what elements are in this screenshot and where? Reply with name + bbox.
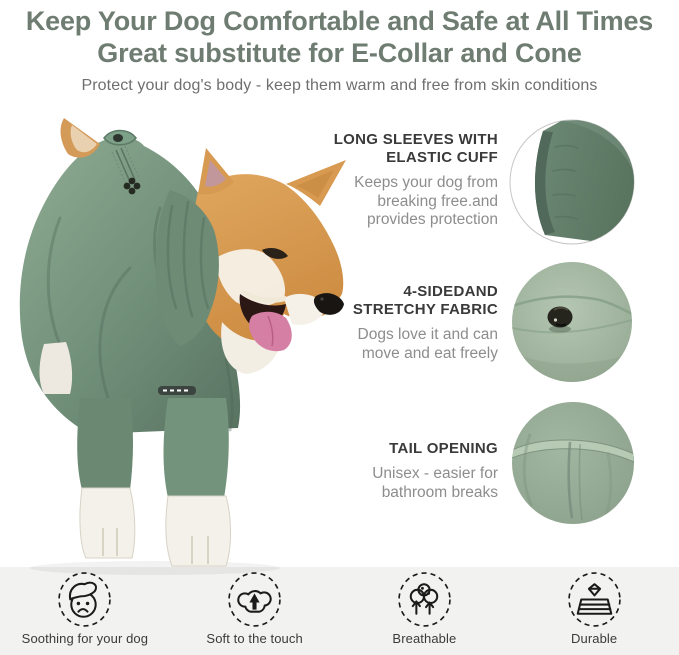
cuff-closeup-image [509, 119, 635, 245]
feature-durable [509, 567, 679, 655]
callout-body: Dogs love it and can move and eat freely [357, 326, 498, 362]
callout-body: Unisex - easier for bathroom breaks [372, 465, 498, 501]
features-panel [0, 567, 679, 655]
fabric-toggle-closeup-image [512, 262, 632, 382]
feature-breathable [340, 567, 510, 655]
callout-stretchy-fabric [340, 283, 498, 363]
callout-title: 4-SIDEDAND STRETCHY FABRIC [352, 283, 498, 318]
breathable-icon [396, 572, 453, 631]
callout-title: TAIL OPENING [389, 440, 498, 457]
durable-icon [566, 572, 623, 631]
headline-line2: Great substitute for E-Collar and Cone [97, 38, 582, 69]
subtitle: Protect your dog's body - keep them warm and free from skin conditions [81, 76, 598, 94]
feature-soothing [0, 567, 170, 655]
cotton-icon [226, 572, 283, 631]
callout-title: LONG SLEEVES WITH ELASTIC CUFF [333, 131, 498, 166]
headline-line1: Keep Your Dog Comfortable and Safe at All Times [25, 6, 654, 36]
dog-face-icon [56, 572, 113, 631]
feature-label: Durable [571, 631, 618, 646]
feature-label: Breathable [392, 631, 457, 646]
feature-label: Soft to the touch [206, 631, 303, 646]
callout-body: Keeps your dog from breaking free.and provides protection [354, 174, 498, 229]
header [0, 5, 679, 95]
dog-photo [0, 98, 358, 578]
tail-opening-closeup-image [512, 402, 634, 524]
feature-label: Soothing for your dog [21, 631, 149, 646]
feature-soft [170, 567, 340, 655]
